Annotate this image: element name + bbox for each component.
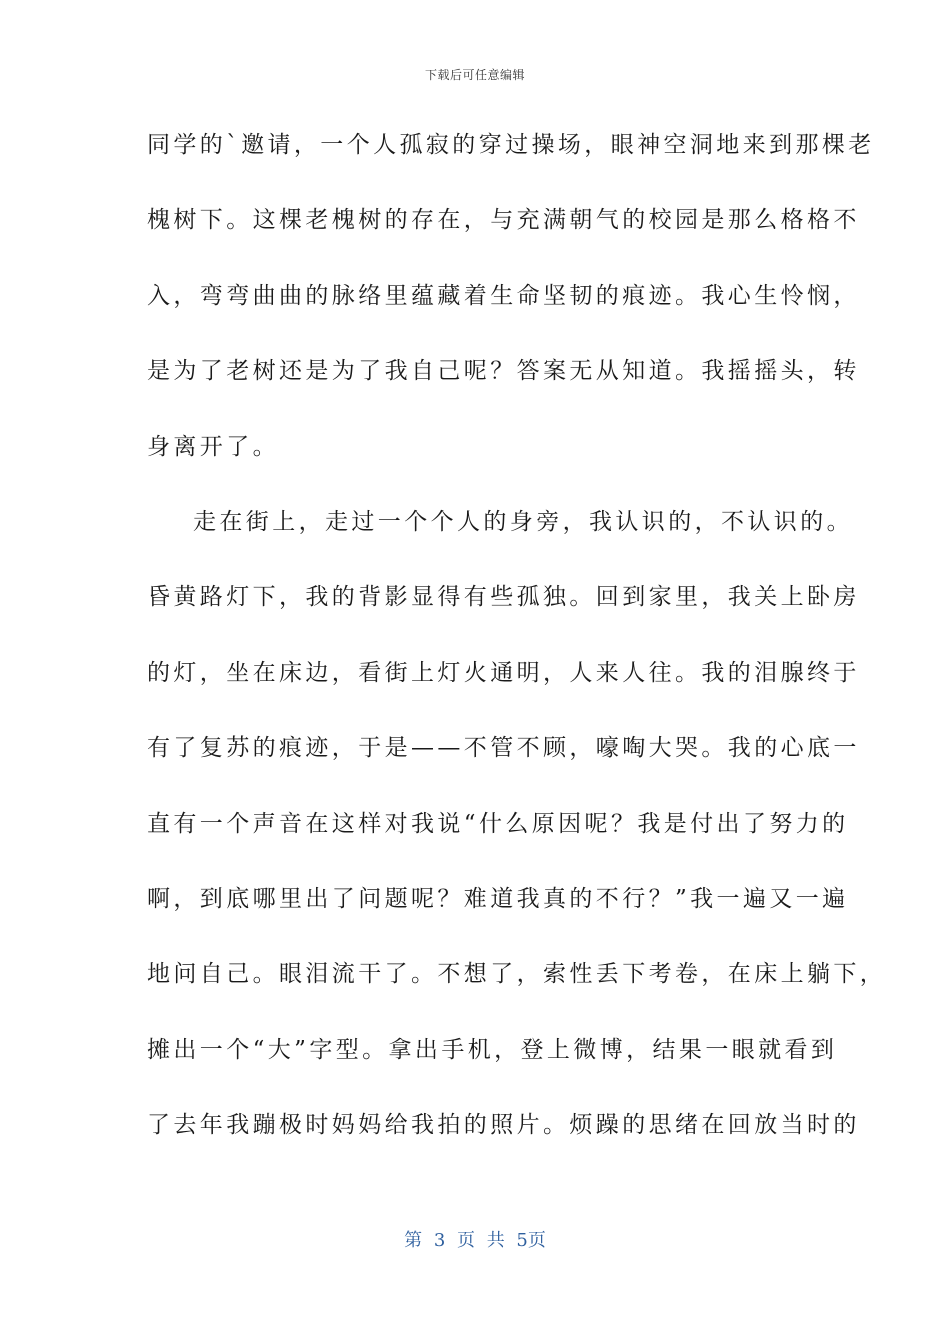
text-line: 摊出一个“大”字型。拿出手机，登上微博，结果一眼就看到 xyxy=(147,1036,838,1063)
document-body xyxy=(147,120,887,1175)
text-line: 槐树下。这棵老槐树的存在，与充满朝气的校园是那么格格不 xyxy=(147,207,860,234)
text-line: 啊，到底哪里出了问题呢？难道我真的不行？”我一遍又一遍 xyxy=(147,885,849,912)
page-number: 第 3 页 共 5页 xyxy=(404,1230,546,1251)
paragraph-start-line: 走在街上，走过一个个人的身旁，我认识的，不认识的。 xyxy=(193,508,853,535)
text-line: 的灯，坐在床边，看街上灯火通明，人来人往。我的泪腺终于 xyxy=(147,659,860,686)
text-line: 了去年我蹦极时妈妈给我拍的照片。烦躁的思绪在回放当时的 xyxy=(147,1112,860,1139)
text-line: 身离开了。 xyxy=(147,433,279,460)
text-line: 是为了老树还是为了我自己呢？答案无从知道。我摇摇头，转 xyxy=(147,358,860,385)
text-line: 地问自己。眼泪流干了。不想了，索性丢下考卷，在床上躺下， xyxy=(147,961,887,988)
page-header-note: 下载后可任意编辑 xyxy=(424,68,525,82)
text-line: 同学的`邀请，一个人孤寂的穿过操场，眼神空洞地来到那棵老 xyxy=(147,132,875,158)
text-line: 入，弯弯曲曲的脉络里蕴藏着生命坚韧的痕迹。我心生怜悯， xyxy=(147,282,860,309)
text-line: 有了复苏的痕迹，于是——不管不顾，嚎啕大哭。我的心底一 xyxy=(147,735,860,762)
text-line: 昏黄路灯下，我的背影显得有些孤独。回到家里，我关上卧房 xyxy=(147,584,860,611)
text-line: 直有一个声音在这样对我说“什么原因呢？我是付出了努力的 xyxy=(147,810,849,837)
